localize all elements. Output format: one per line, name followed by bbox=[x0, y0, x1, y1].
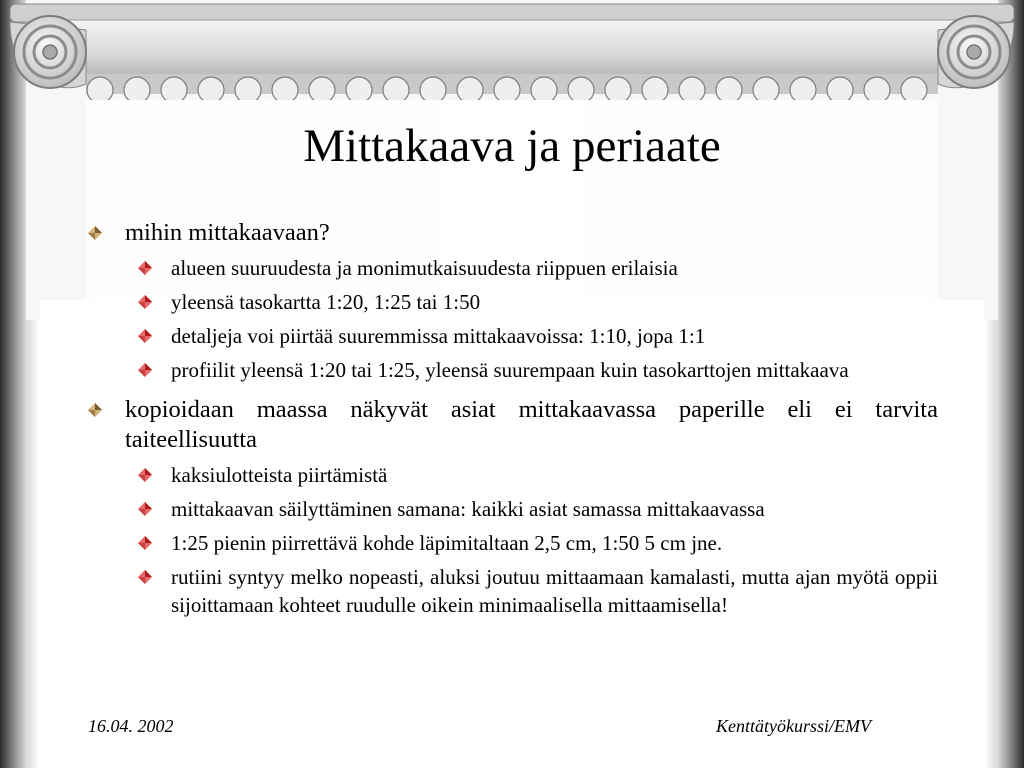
bullet-list bbox=[86, 218, 938, 625]
list-item-text: 1:25 pienin piirrettävä kohde läpimitaltaan 2,5 cm, 1:50 5 cm jne. bbox=[171, 531, 723, 555]
list-item-text: detaljeja voi piirtää suuremmissa mittakaavoissa: 1:10, jopa 1:1 bbox=[171, 324, 706, 348]
slide-title: Mittakaava ja periaate bbox=[303, 120, 721, 172]
list-item bbox=[86, 495, 938, 523]
list-item-text: mittakaavan säilyttäminen samana: kaikki asiat samassa mittakaavassa bbox=[171, 497, 765, 521]
diamond-bullet-icon bbox=[138, 536, 152, 550]
list-item-text: profiilit yleensä 1:20 tai 1:25, yleensä suurempaan kuin tasokarttojen mittakaava bbox=[171, 358, 849, 382]
list-item-text: mihin mittakaavaan? bbox=[125, 219, 330, 246]
list-item bbox=[86, 356, 938, 384]
list-item-text: yleensä tasokartta 1:20, 1:25 tai 1:50 bbox=[171, 290, 481, 314]
diamond-bullet-icon bbox=[88, 226, 102, 240]
left-volute-icon bbox=[10, 16, 86, 88]
list-item-text: kopioidaan maassa näkyvät asiat mittakaavassa paperille eli ei tarvita taiteellisuutta bbox=[125, 396, 938, 453]
list-item bbox=[86, 322, 938, 350]
list-item bbox=[86, 563, 938, 619]
diamond-bullet-icon bbox=[138, 261, 152, 275]
list-item-text: kaksiulotteista piirtämistä bbox=[171, 463, 388, 487]
list-item bbox=[86, 529, 938, 557]
list-item-text: rutiini syntyy melko nopeasti, aluksi joutuu mittaamaan kamalasti, mutta ajan myötä oppii sijoittamaan kohteet ruudulle oikein minimaalisella mittaamisella! bbox=[171, 565, 938, 617]
diamond-bullet-icon bbox=[88, 403, 102, 417]
diamond-bullet-icon bbox=[138, 295, 152, 309]
list-item bbox=[86, 218, 938, 248]
diamond-bullet-icon bbox=[138, 329, 152, 343]
list-item bbox=[86, 395, 938, 455]
diamond-bullet-icon bbox=[138, 570, 152, 584]
diamond-bullet-icon bbox=[138, 502, 152, 516]
list-item-text: alueen suuruudesta ja monimutkaisuudesta riippuen erilaisia bbox=[171, 256, 678, 280]
right-volute-icon bbox=[938, 16, 1014, 88]
diamond-bullet-icon bbox=[138, 363, 152, 377]
diamond-bullet-icon bbox=[138, 468, 152, 482]
footer-course: Kenttätyökurssi/EMV bbox=[716, 716, 871, 736]
list-item bbox=[86, 254, 938, 282]
footer-date: 16.04. 2002 bbox=[88, 716, 174, 736]
list-item bbox=[86, 461, 938, 489]
list-item bbox=[86, 288, 938, 316]
